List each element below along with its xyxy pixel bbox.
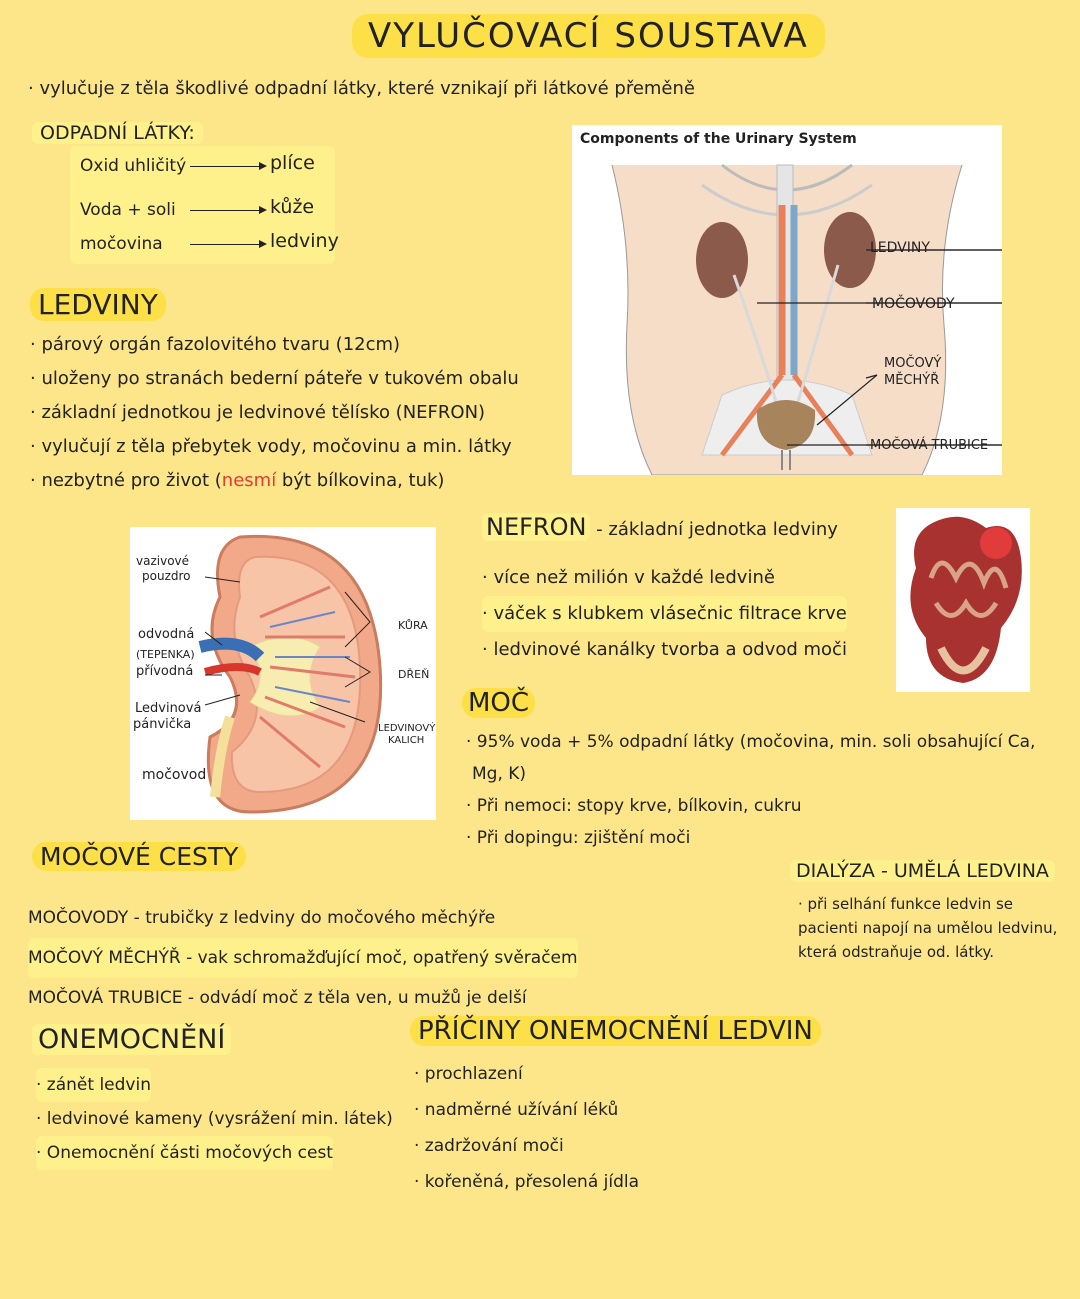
list-item: · Při dopingu: zjištění moči <box>466 828 691 848</box>
page-title: VYLUČOVACÍ SOUSTAVA <box>352 14 825 58</box>
list-item: · základní jednotkou je ledvinové tělísko (NEFRON) <box>30 402 486 423</box>
nefron-subtitle: - základní jednotka ledviny <box>590 519 838 540</box>
list-item: · Při nemoci: stopy krve, bílkovin, cukru <box>466 796 802 816</box>
ledviny-heading: LEDVINY <box>30 288 166 321</box>
onemocneni-list <box>36 1068 393 1170</box>
label-kalich: KALICH <box>388 735 425 746</box>
list-item: · zánět ledvin <box>36 1068 151 1102</box>
list-item: · 95% voda + 5% odpadní látky (močovina, min. soli obsahující Ca, <box>466 732 1036 752</box>
label-mocova-trubice: MOČOVÁ TRUBICE <box>870 438 989 453</box>
moc-list <box>466 726 1035 854</box>
label-tepenka: (TEPENKA) <box>136 648 195 661</box>
nefron-title: NEFRON <box>482 513 590 541</box>
list-item: · prochlazení <box>414 1064 523 1084</box>
intro-text: · vylučuje z těla škodlivé odpadní látky, které vznikají při látkové přeměně <box>28 78 695 99</box>
label-mocovy: MOČOVÝ <box>884 356 942 371</box>
kidney-section-figure <box>130 527 436 820</box>
waste-substance: močovina <box>80 234 163 254</box>
list-item: · váček s klubkem vlásečnic filtrace krve <box>482 596 847 632</box>
cesty-heading: MOČOVÉ CESTY <box>32 842 246 871</box>
figure-caption: Components of the Urinary System <box>580 131 857 147</box>
priciny-list <box>414 1056 639 1200</box>
priciny-heading: PŘÍČINY ONEMOCNĚNÍ LEDVIN <box>410 1016 821 1046</box>
waste-substance: Voda + soli <box>80 200 176 220</box>
onemocneni-heading: ONEMOCNĚNÍ <box>32 1024 231 1055</box>
list-item: · Onemocnění části močových cest <box>36 1136 333 1170</box>
list-item-text: · nezbytné pro život ( <box>30 470 222 491</box>
list-item: · párový orgán fazolovitého tvaru (12cm) <box>30 334 401 355</box>
label-ledvinovy: LEDVINOVÝ <box>378 723 436 734</box>
waste-organ: ledviny <box>270 230 339 252</box>
label-dren: DŘEŇ <box>398 668 430 681</box>
list-item: · kořeněná, přesolená jídla <box>414 1172 640 1192</box>
warning-word: nesmí <box>221 470 277 491</box>
label-ledvinova: Ledvinová <box>135 701 202 716</box>
nephron-model-image <box>896 508 1030 692</box>
label-privodna: přívodná <box>136 664 194 679</box>
waste-substance: Oxid uhličitý <box>80 156 187 176</box>
label-mocovody: MOČOVODY <box>872 296 955 312</box>
list-item: Mg, K) <box>472 764 527 784</box>
list-item: · uloženy po stranách bederní páteře v tukovém obalu <box>30 368 519 389</box>
list-item: MOČOVÝ MĚCHÝŘ - vak schromažďující moč, opatřený svěračem <box>28 938 578 978</box>
list-item: MOČOVÁ TRUBICE - odvádí moč z těla ven, u mužů je delší <box>28 988 527 1008</box>
label-panvicka: pánvička <box>133 717 192 732</box>
label-mechyr: MĚCHÝŘ <box>884 373 940 388</box>
list-item: MOČOVODY - trubičky z ledviny do močového měchýře <box>28 908 496 928</box>
label-vazivove: vazivové <box>136 554 190 568</box>
waste-heading: ODPADNÍ LÁTKY: <box>32 122 203 144</box>
nephron-illustration <box>896 508 1030 692</box>
cesty-list <box>28 898 578 1018</box>
nefron-heading <box>482 513 838 541</box>
list-item-text: být bílkovina, tuk) <box>276 470 445 491</box>
list-item: · nadměrné užívání léků <box>414 1100 619 1120</box>
list-item: · ledvinové kameny (vysrážení min. látek) <box>36 1109 393 1129</box>
dialyza-text: · při selhání funkce ledvin se pacienti napojí na umělou ledvinu, která odstraňuje od. látky. <box>798 895 1058 961</box>
label-odvodna: odvodná <box>138 627 195 642</box>
dialyza-heading: DIALÝZA - UMĚLÁ LEDVINA <box>790 860 1055 882</box>
waste-organ: kůže <box>270 196 315 218</box>
label-pouzdro: pouzdro <box>142 569 191 583</box>
label-kura: KŮRA <box>398 619 428 632</box>
waste-organ: plíce <box>270 152 315 174</box>
list-item: · vylučují z těla přebytek vody, močovinu a min. látky <box>30 436 512 457</box>
list-item: · zadržování moči <box>414 1136 564 1156</box>
label-ledviny: LEDVINY <box>870 240 930 256</box>
nefron-list <box>482 560 847 668</box>
list-item: · ledvinové kanálky tvorba a odvod moči <box>482 639 847 660</box>
list-item: · více než milión v každé ledvině <box>482 567 775 588</box>
label-mocovod: močovod <box>142 767 207 783</box>
moc-heading: MOČ <box>462 688 535 718</box>
